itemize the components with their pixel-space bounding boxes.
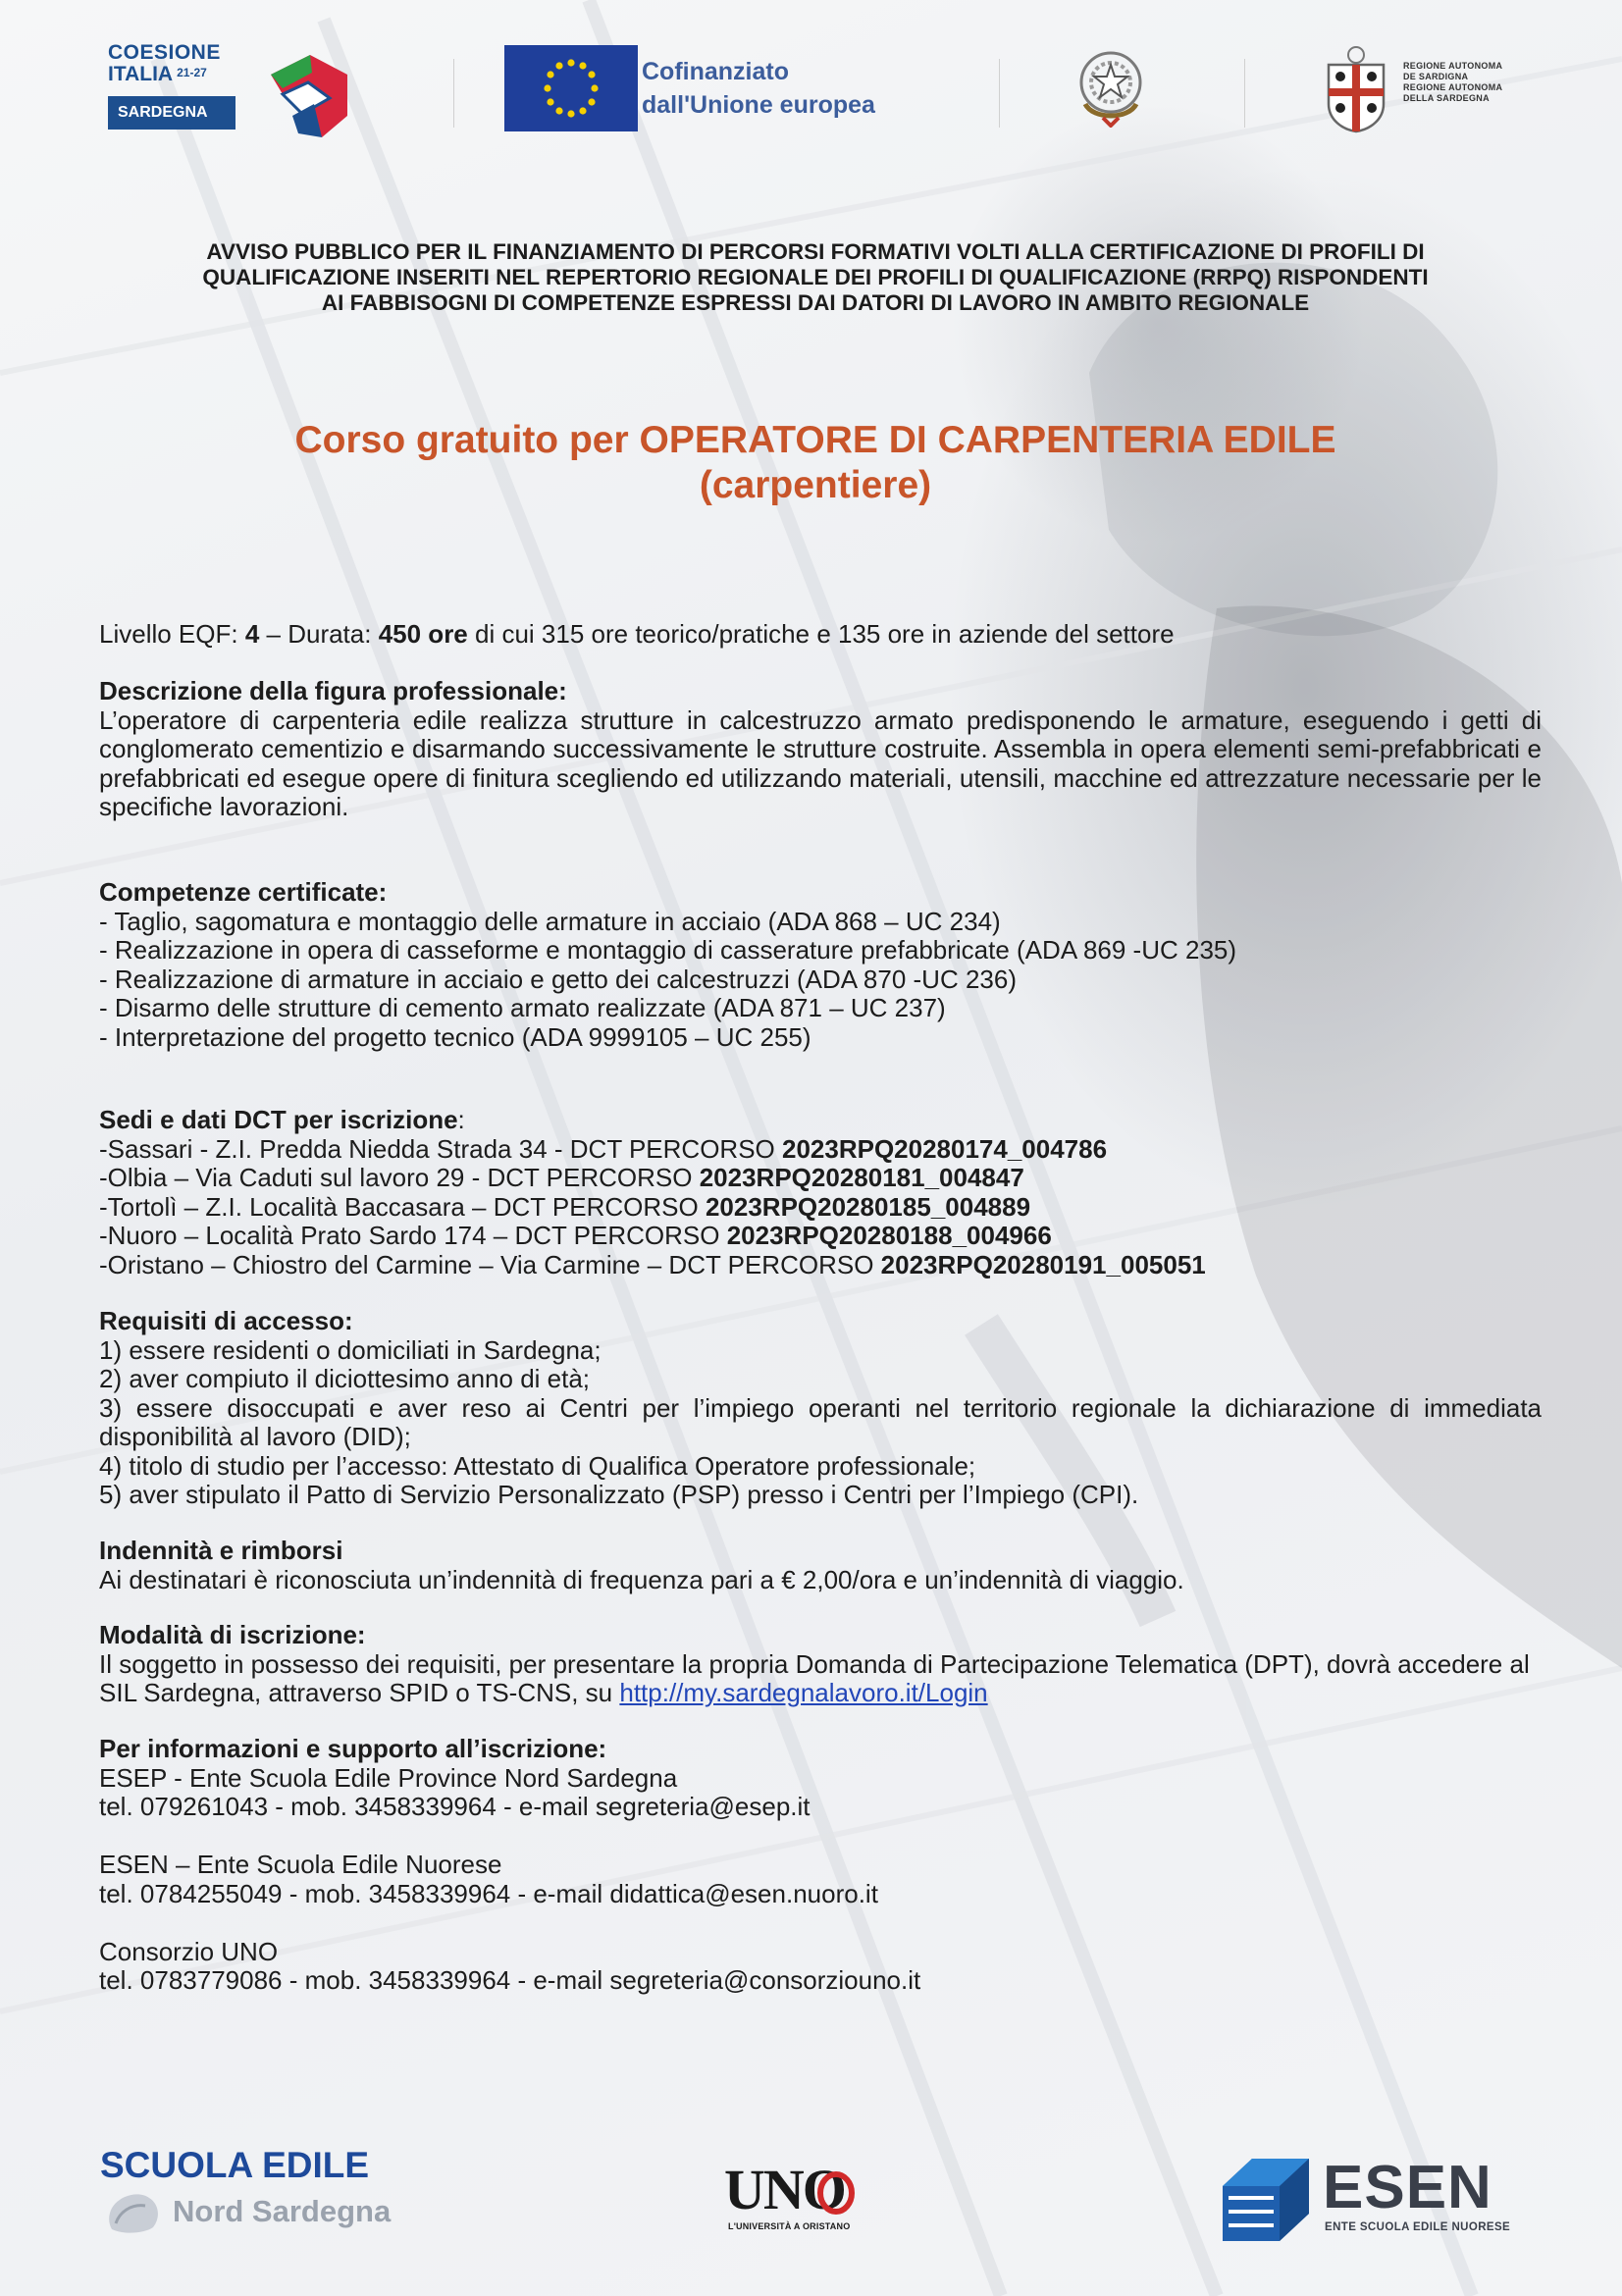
esen-tagline: ENTE SCUOLA EDILE NUORESE xyxy=(1325,2221,1511,2233)
description-section xyxy=(99,677,1542,822)
consorzio-uno-logo xyxy=(724,2157,871,2245)
esen-wordmark: ESEN xyxy=(1323,2154,1492,2221)
allowance-section xyxy=(99,1537,1542,1594)
sardinia-island-icon xyxy=(102,2190,167,2233)
sil-login-link[interactable]: http://my.sardegnalavoro.it/Login xyxy=(619,1678,988,1707)
list-item: - Disarmo delle strutture di cemento armato realizzate (ADA 871 – UC 237) xyxy=(99,993,946,1022)
list-item: 3) essere disoccupati e aver reso ai Centri per l’impiego operanti nel territorio regionale la dichiarazione di immediata disponibilità al lavoro (DID); xyxy=(99,1392,1542,1451)
allowance-text: Ai destinatari è riconosciuta un’indennità di frequenza pari a € 2,00/ora e un’indennità di viaggio. xyxy=(99,1564,1184,1594)
regione-sardegna-logo xyxy=(1319,43,1535,133)
list-item: 5) aver stipulato il Patto di Servizio Personalizzato (PSP) presso i Centri per l’Impiego (CPI). xyxy=(99,1480,1139,1509)
contact-name: ESEP - Ente Scuola Edile Province Nord Sardegna xyxy=(99,1762,678,1793)
uno-wordmark: UNO xyxy=(724,2158,845,2221)
contact-details: tel. 0784255049 - mob. 3458339964 - e-mail didattica@esen.nuoro.it xyxy=(99,1878,878,1908)
contacts-section xyxy=(99,1735,1542,1996)
list-item: 1) essere residenti o domiciliati in Sardegna; xyxy=(99,1334,602,1365)
scuola-edile-subtitle: Nord Sardegna xyxy=(173,2194,392,2228)
description-text: L’operatore di carpenteria edile realizza strutture in calcestruzzo armato predisponendo le armature, eseguendo i getti di conglomerato cementizio e disarmando successivamente le strutture costruite. Assembla in opera elementi semi-prefabbricati e prefabbricati ed esegue opere di finitura scegliendo ed utilizzando materiali, utensili, macchine ed attrezzature necessarie per le specifiche lavorazioni. xyxy=(99,704,1542,821)
sites-heading: Sedi e dati DCT per iscrizione: xyxy=(99,1105,465,1134)
eu-cofunded-text: Cofinanziato dall'Unione europea xyxy=(642,58,875,119)
enrollment-section xyxy=(99,1621,1542,1708)
coesione-title: COESIONE xyxy=(108,41,221,64)
list-item: - Interpretazione del progetto tecnico (ADA 9999105 – UC 255) xyxy=(99,1021,811,1052)
course-level-duration: Livello EQF: 4 – Durata: 450 ore di cui 315 ore teorico/pratiche e 135 ore in aziende del settore xyxy=(99,619,1175,649)
competences-section xyxy=(99,878,1542,1052)
description-heading: Descrizione della figura professionale: xyxy=(99,676,567,705)
list-item: -Oristano – Chiostro del Carmine – Via Carmine – DCT PERCORSO 2023RPQ20280191_005051 xyxy=(99,1249,1206,1279)
regione-sardegna-text: REGIONE AUTONOMA DE SARDIGNA REGIONE AUTONOMA DELLA SARDEGNA xyxy=(1403,61,1503,103)
competences-heading: Competenze certificate: xyxy=(99,877,388,907)
coesione-subtitle: ITALIA 21-27 xyxy=(108,63,207,85)
contacts-heading: Per informazioni e supporto all’iscrizione: xyxy=(99,1734,607,1763)
list-item: 4) titolo di studio per l’accesso: Attestato di Qualifica Operatore professionale; xyxy=(99,1450,976,1481)
list-item: -Olbia – Via Caduti sul lavoro 29 - DCT PERCORSO 2023RPQ20280181_004847 xyxy=(99,1163,1024,1192)
course-title: Corso gratuito per OPERATORE DI CARPENTERIA EDILE (carpentiere) xyxy=(294,419,1336,506)
public-notice-header: AVVISO PUBBLICO PER IL FINANZIAMENTO DI PERCORSI FORMATIVI VOLTI ALLA CERTIFICAZIONE DI PROFILI DI QUALIFICAZIONE INSERITI NEL REPERTORIO REGIONALE DEI PROFILI DI QUALIFICAZIONE (RRPQ) RISPONDENTI AI FABBISOGNI DI COMPETENZE ESPRESSI DAI DATORI DI LAVORO IN AMBITO REGIONALE xyxy=(202,239,1429,315)
allowance-heading: Indennità e rimborsi xyxy=(99,1536,343,1565)
coesione-italia-logo xyxy=(106,41,341,139)
logo-divider xyxy=(999,59,1000,128)
list-item: -Sassari - Z.I. Predda Niedda Strada 34 - DCT PERCORSO 2023RPQ20280174_004786 xyxy=(99,1133,1108,1164)
logo-divider xyxy=(453,59,454,128)
contact-name: ESEN – Ente Scuola Edile Nuorese xyxy=(99,1850,502,1879)
eu-cofunded-logo xyxy=(504,45,916,131)
list-item: 2) aver compiuto il diciottesimo anno di età; xyxy=(99,1364,591,1393)
requirements-section xyxy=(99,1307,1542,1510)
list-item: -Nuoro – Località Prato Sardo 174 – DCT PERCORSO 2023RPQ20280188_004966 xyxy=(99,1221,1052,1250)
list-item: - Realizzazione di armature in acciaio e getto dei calcestruzzi (ADA 870 -UC 236) xyxy=(99,964,1017,994)
contact-name: Consorzio UNO xyxy=(99,1936,279,1966)
uno-red-o-icon xyxy=(816,2170,856,2216)
contact-details: tel. 0783779086 - mob. 3458339964 - e-mail segreteria@consorziouno.it xyxy=(99,1965,921,1995)
scuola-edile-nord-sardegna-logo xyxy=(100,2145,434,2233)
scuola-edile-title: SCUOLA EDILE xyxy=(100,2145,370,2185)
list-item: - Taglio, sagomatura e montaggio delle armature in acciaio (ADA 868 – UC 234) xyxy=(99,906,1001,936)
coesione-chevron-icon xyxy=(253,55,347,137)
eu-flag-icon xyxy=(504,45,638,131)
enrollment-text: Il soggetto in possesso dei requisiti, per presentare la propria Domanda di Partecipazione Telematica (DPT), dovrà accedere al SIL Sardegna, attraverso SPID o TS-CNS, su http://my.sardegnalavoro.it/Login xyxy=(99,1648,1530,1707)
list-item: - Realizzazione in opera di casseforme e montaggio di casserature prefabbricate (ADA 869 -UC 235) xyxy=(99,935,1237,965)
sites-section xyxy=(99,1106,1542,1279)
sardinia-crest-icon xyxy=(1319,43,1393,133)
uno-tagline: L'UNIVERSITÀ A ORISTANO xyxy=(728,2221,851,2231)
list-item: -Tortolì – Z.I. Località Baccasara – DCT PERCORSO 2023RPQ20280185_004889 xyxy=(99,1191,1031,1222)
enrollment-heading: Modalità di iscrizione: xyxy=(99,1620,366,1649)
contact-details: tel. 079261043 - mob. 3458339964 - e-mail segreteria@esep.it xyxy=(99,1792,811,1821)
esen-logo xyxy=(1219,2153,1543,2247)
requirements-heading: Requisiti di accesso: xyxy=(99,1306,353,1335)
logo-divider xyxy=(1244,59,1245,128)
esen-cube-icon xyxy=(1219,2155,1313,2245)
italian-republic-emblem-icon xyxy=(1073,43,1148,128)
coesione-region-badge: SARDEGNA xyxy=(108,96,235,130)
